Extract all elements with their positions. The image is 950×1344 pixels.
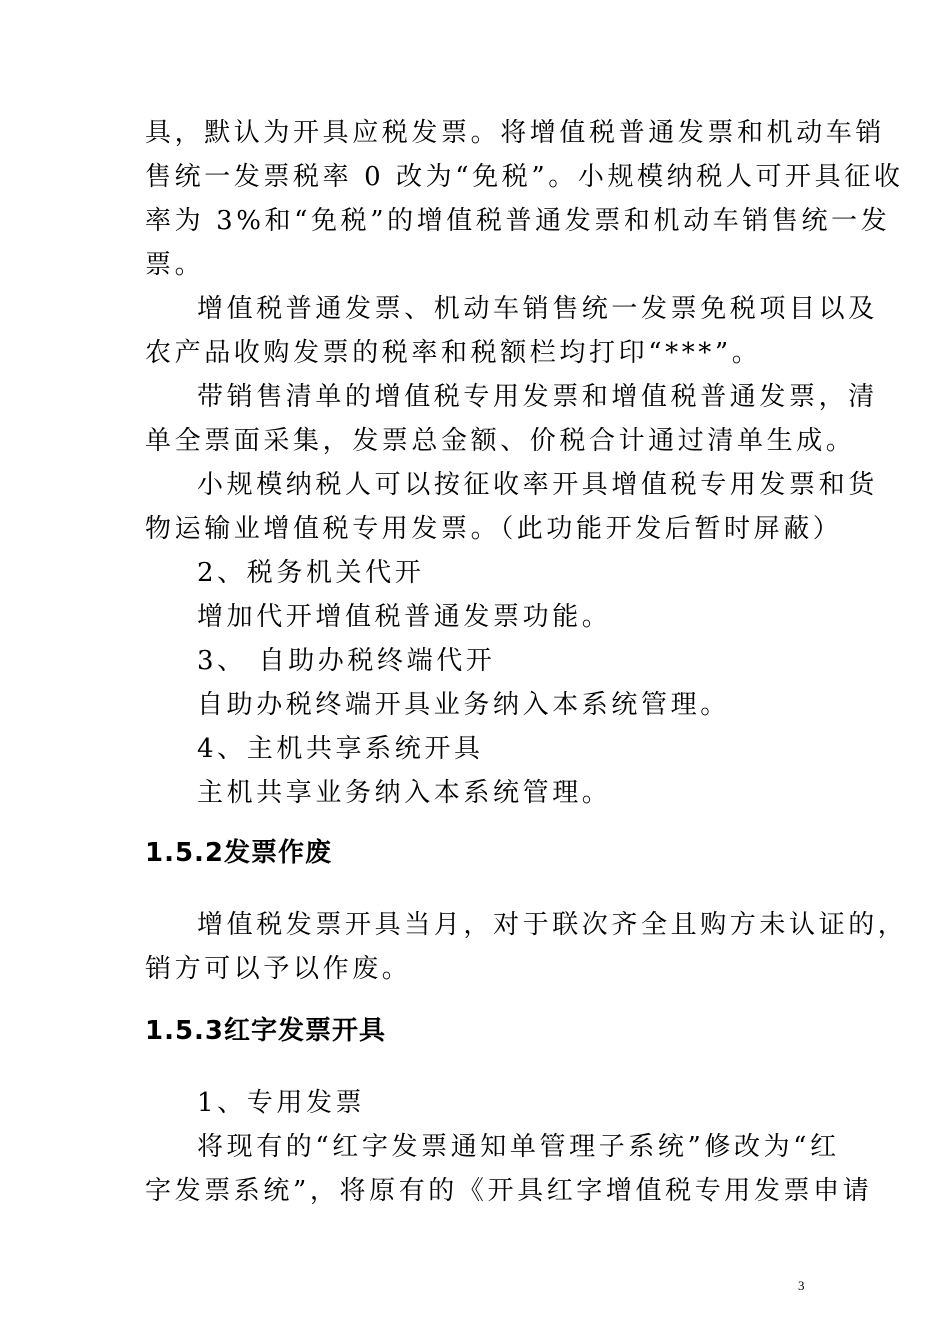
paragraph-line: 小规模纳税人可以按征收率开具增值税专用发票和货 bbox=[197, 470, 878, 500]
paragraph-line: 字发票系统”，将原有的《开具红字增值税专用发票申请 bbox=[145, 1176, 873, 1206]
page-number: 3 bbox=[798, 1278, 805, 1293]
paragraph-line: 单全票面采集，发票总金额、价税合计通过清单生成。 bbox=[145, 426, 856, 456]
paragraph-line: 售统一发票税率 0 改为“免税”。小规模纳税人可开具征收 bbox=[145, 162, 904, 192]
paragraph-line: 增值税普通发票、机动车销售统一发票免税项目以及 bbox=[197, 294, 878, 324]
list-item-title: 3、 自助办税终端代开 bbox=[197, 646, 496, 676]
list-item-title: 2、税务机关代开 bbox=[197, 558, 425, 588]
list-item-title: 1、专用发票 bbox=[197, 1088, 366, 1118]
list-item-text: 自助办税终端开具业务纳入本系统管理。 bbox=[197, 690, 730, 720]
paragraph-line: 物运输业增值税专用发票。（此功能开发后暂时屏蔽） bbox=[145, 514, 843, 544]
paragraph-line: 票。 bbox=[145, 250, 205, 280]
paragraph-line: 增值税发票开具当月，对于联次齐全且购方未认证的， bbox=[197, 910, 908, 940]
paragraph-line: 销方可以予以作废。 bbox=[145, 954, 412, 984]
paragraph-line: 具，默认为开具应税发票。将增值税普通发票和机动车销 bbox=[145, 118, 886, 148]
list-item-title: 4、主机共享系统开具 bbox=[197, 734, 484, 764]
list-item-text: 增加代开增值税普通发票功能。 bbox=[197, 602, 612, 632]
paragraph-line: 带销售清单的增值税专用发票和增值税普通发票，清 bbox=[197, 382, 878, 412]
section-heading: 1.5.2发票作废 bbox=[145, 838, 333, 868]
paragraph-line: 将现有的“红字发票通知单管理子系统”修改为“红 bbox=[197, 1132, 840, 1162]
paragraph-line: 农产品收购发票的税率和税额栏均打印“***”。 bbox=[145, 338, 762, 368]
list-item-text: 主机共享业务纳入本系统管理。 bbox=[197, 778, 612, 808]
section-heading: 1.5.3红字发票开具 bbox=[145, 1016, 387, 1046]
paragraph-line: 率为 3%和“免税”的增值税普通发票和机动车销售统一发 bbox=[145, 206, 891, 236]
